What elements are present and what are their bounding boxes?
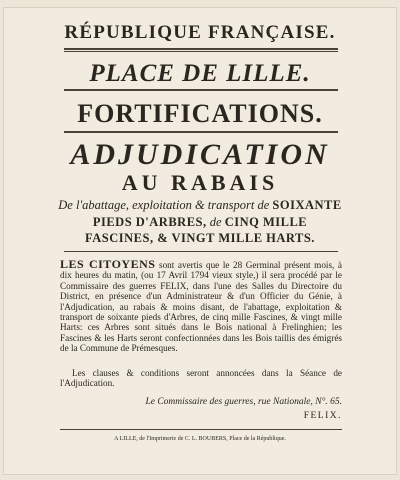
notice-text: sont avertis que le 28 Germinal présent mois, à dix heures du matin, (ou 17 Avril 1794 vieux style,) il sera procédé par le Commissaire des guerres FELIX, dans l'une des Salles du Directoire du District, en présence d'un Administrateur & d'un Officier du Génie, à l'Adjudication, au rabais & moins disant, de l'abattage, exploitation & transport de soixante pieds d'Arbres, de cinq mille Fascines, & vingt mille Harts: ces Arbres sont situés dans le Bois national à Frelinghien; les Fascines & les Harts seront confectionnées dans les Bois taillis des émigrés de la Commune de Prémesques. <box>60 260 342 354</box>
description-caps: SOIXANTE <box>272 198 342 212</box>
signature-name: FELIX. <box>303 411 342 421</box>
description-line-3 <box>0 231 400 246</box>
fortifications-heading: FORTIFICATIONS. <box>77 99 323 128</box>
divider-rule <box>64 131 338 133</box>
description-text: De l'abattage, exploitation & transport de <box>58 198 273 212</box>
divider-rule <box>64 48 338 50</box>
place-heading: PLACE DE LILLE. <box>89 60 311 87</box>
notice-paragraph-2: Les clauses & conditions seront annoncées dans la Séance de l'Adjudication. <box>60 368 342 389</box>
description-line-1 <box>0 198 400 213</box>
au-rabais-heading: AU RABAIS <box>121 170 279 195</box>
divider-rule <box>64 89 338 91</box>
divider-rule <box>60 429 342 430</box>
description-line-2 <box>0 215 400 230</box>
description-caps: CINQ MILLE <box>224 215 308 229</box>
description-text: de <box>206 215 225 229</box>
signature-line: Le Commissaire des guerres, rue Nationale, N°. 65. <box>145 397 342 407</box>
notice-paragraph-1 <box>60 259 342 354</box>
notice-lead: LES CITOYENS <box>60 257 156 271</box>
divider-rule <box>64 51 338 52</box>
description-caps: FASCINES, & VINGT MILLE HARTS. <box>85 231 315 245</box>
description-caps: PIEDS D'ARBRES, <box>92 215 207 229</box>
adjudication-heading: ADJUDICATION <box>70 138 330 171</box>
printer-imprint: A LILLE, de l'Imprimerie de C. L. BOUBERS, Place de la République. <box>114 436 286 442</box>
divider-rule <box>64 251 338 252</box>
republic-heading: RÉPUBLIQUE FRANÇAISE. <box>64 22 336 43</box>
